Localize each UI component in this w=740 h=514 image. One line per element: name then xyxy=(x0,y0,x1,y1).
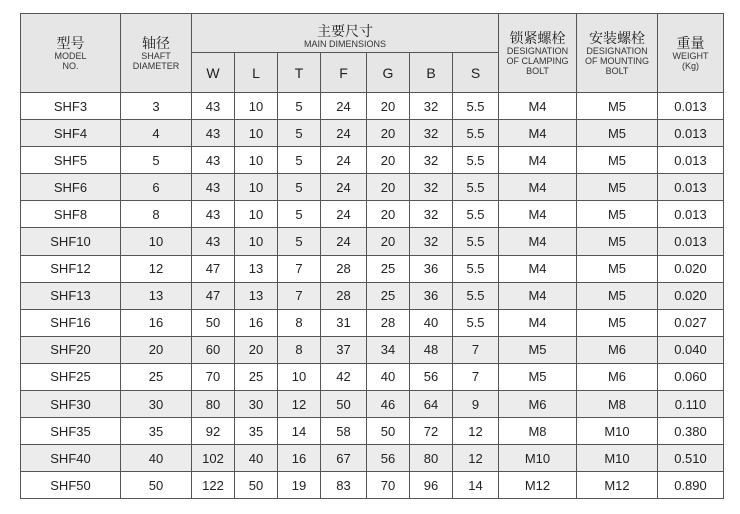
cell-clamping-bolt: M4 xyxy=(499,309,577,336)
cell-dim-f: 24 xyxy=(321,120,367,147)
cell-mounting-bolt: M5 xyxy=(577,255,658,282)
cell-dim-w: 43 xyxy=(192,147,235,174)
cell-dim-l: 16 xyxy=(235,309,278,336)
cell-dim-t: 14 xyxy=(278,418,321,445)
cell-shaft-diameter: 40 xyxy=(121,445,192,472)
header-shaft xyxy=(121,14,192,93)
cell-dim-b: 64 xyxy=(410,391,453,418)
cell-dim-f: 83 xyxy=(321,472,367,499)
cell-shaft-diameter: 8 xyxy=(121,201,192,228)
table-row xyxy=(21,363,724,390)
table-header xyxy=(21,14,724,93)
cell-dim-s: 5.5 xyxy=(453,255,499,282)
cell-clamping-bolt: M8 xyxy=(499,418,577,445)
cell-dim-l: 20 xyxy=(235,336,278,363)
cell-clamping-bolt: M4 xyxy=(499,282,577,309)
cell-mounting-bolt: M5 xyxy=(577,309,658,336)
cell-dim-f: 24 xyxy=(321,201,367,228)
cell-mounting-bolt: M6 xyxy=(577,363,658,390)
cell-dim-b: 96 xyxy=(410,472,453,499)
cell-dim-t: 12 xyxy=(278,391,321,418)
cell-dim-g: 20 xyxy=(367,228,410,255)
cell-dim-t: 10 xyxy=(278,363,321,390)
cell-dim-t: 5 xyxy=(278,174,321,201)
cell-weight: 0.060 xyxy=(658,363,724,390)
cell-dim-t: 7 xyxy=(278,255,321,282)
cell-dim-s: 7 xyxy=(453,336,499,363)
cell-weight: 0.510 xyxy=(658,445,724,472)
header-mounting-en-3: BOLT xyxy=(605,66,629,76)
cell-dim-s: 5.5 xyxy=(453,147,499,174)
cell-dim-f: 31 xyxy=(321,309,367,336)
cell-dim-b: 32 xyxy=(410,120,453,147)
cell-dim-b: 32 xyxy=(410,93,453,120)
cell-mounting-bolt: M5 xyxy=(577,201,658,228)
cell-dim-s: 7 xyxy=(453,363,499,390)
cell-dim-l: 25 xyxy=(235,363,278,390)
header-dim-s: S xyxy=(453,53,499,93)
cell-dim-l: 10 xyxy=(235,174,278,201)
cell-clamping-bolt: M5 xyxy=(499,363,577,390)
header-model-en-1: MODEL xyxy=(54,51,87,61)
cell-dim-g: 56 xyxy=(367,445,410,472)
cell-dim-f: 58 xyxy=(321,418,367,445)
table-row xyxy=(21,201,724,228)
cell-dim-s: 9 xyxy=(453,391,499,418)
cell-shaft-diameter: 3 xyxy=(121,93,192,120)
cell-dim-g: 20 xyxy=(367,120,410,147)
cell-model-no: SHF25 xyxy=(21,363,121,390)
cell-weight: 0.040 xyxy=(658,336,724,363)
cell-dim-w: 122 xyxy=(192,472,235,499)
cell-dim-s: 5.5 xyxy=(453,93,499,120)
header-clamping-zh: 锁紧螺栓 xyxy=(509,30,566,46)
header-weight-zh: 重量 xyxy=(676,35,705,51)
cell-dim-s: 5.5 xyxy=(453,120,499,147)
cell-dim-g: 20 xyxy=(367,147,410,174)
cell-dim-b: 40 xyxy=(410,309,453,336)
cell-mounting-bolt: M6 xyxy=(577,336,658,363)
cell-mounting-bolt: M8 xyxy=(577,391,658,418)
header-dim-g: G xyxy=(367,53,410,93)
cell-dim-w: 50 xyxy=(192,309,235,336)
cell-model-no: SHF50 xyxy=(21,472,121,499)
cell-clamping-bolt: M10 xyxy=(499,445,577,472)
cell-shaft-diameter: 50 xyxy=(121,472,192,499)
header-main-dimensions-zh: 主要尺寸 xyxy=(317,23,373,39)
cell-model-no: SHF30 xyxy=(21,391,121,418)
cell-dim-l: 13 xyxy=(235,255,278,282)
cell-dim-t: 8 xyxy=(278,336,321,363)
cell-clamping-bolt: M4 xyxy=(499,93,577,120)
cell-weight: 0.013 xyxy=(658,228,724,255)
cell-shaft-diameter: 5 xyxy=(121,147,192,174)
header-shaft-en-1: SHAFT xyxy=(141,51,171,61)
header-main-dimensions-en: MAIN DIMENSIONS xyxy=(303,39,386,49)
cell-mounting-bolt: M5 xyxy=(577,93,658,120)
cell-clamping-bolt: M12 xyxy=(499,472,577,499)
cell-model-no: SHF40 xyxy=(21,445,121,472)
cell-dim-g: 34 xyxy=(367,336,410,363)
cell-mounting-bolt: M12 xyxy=(577,472,658,499)
cell-mounting-bolt: M5 xyxy=(577,282,658,309)
cell-shaft-diameter: 16 xyxy=(121,309,192,336)
cell-dim-f: 28 xyxy=(321,282,367,309)
cell-dim-f: 24 xyxy=(321,93,367,120)
cell-dim-w: 102 xyxy=(192,445,235,472)
header-dim-f: F xyxy=(321,53,367,93)
cell-dim-g: 40 xyxy=(367,363,410,390)
cell-clamping-bolt: M4 xyxy=(499,147,577,174)
header-weight xyxy=(658,14,724,93)
cell-dim-b: 36 xyxy=(410,255,453,282)
cell-dim-g: 70 xyxy=(367,472,410,499)
cell-dim-s: 5.5 xyxy=(453,228,499,255)
header-dim-l: L xyxy=(235,53,278,93)
header-mounting-zh: 安装螺栓 xyxy=(589,30,645,46)
cell-shaft-diameter: 20 xyxy=(121,336,192,363)
cell-dim-l: 10 xyxy=(235,147,278,174)
cell-weight: 0.013 xyxy=(658,120,724,147)
cell-dim-l: 10 xyxy=(235,93,278,120)
cell-dim-w: 43 xyxy=(192,93,235,120)
table-row xyxy=(21,255,724,282)
cell-weight: 0.020 xyxy=(658,255,724,282)
cell-mounting-bolt: M5 xyxy=(577,228,658,255)
cell-dim-l: 10 xyxy=(235,228,278,255)
cell-dim-w: 43 xyxy=(192,201,235,228)
cell-clamping-bolt: M4 xyxy=(499,120,577,147)
cell-dim-b: 80 xyxy=(410,445,453,472)
cell-shaft-diameter: 4 xyxy=(121,120,192,147)
header-dim-t: T xyxy=(278,53,321,93)
cell-dim-g: 25 xyxy=(367,282,410,309)
cell-dim-f: 24 xyxy=(321,147,367,174)
header-clamping-en-2: OF CLAMPING xyxy=(506,56,569,66)
table-row xyxy=(21,391,724,418)
header-shaft-zh: 轴径 xyxy=(142,35,170,51)
cell-shaft-diameter: 12 xyxy=(121,255,192,282)
table-row xyxy=(21,147,724,174)
cell-dim-t: 5 xyxy=(278,228,321,255)
table-row xyxy=(21,93,724,120)
table-row xyxy=(21,309,724,336)
cell-shaft-diameter: 6 xyxy=(121,174,192,201)
header-model-en-2: NO. xyxy=(62,61,79,71)
cell-dim-t: 16 xyxy=(278,445,321,472)
cell-dim-s: 5.5 xyxy=(453,174,499,201)
cell-dim-f: 24 xyxy=(321,228,367,255)
cell-dim-t: 7 xyxy=(278,282,321,309)
cell-dim-l: 35 xyxy=(235,418,278,445)
cell-dim-s: 5.5 xyxy=(453,309,499,336)
cell-model-no: SHF20 xyxy=(21,336,121,363)
cell-dim-l: 10 xyxy=(235,201,278,228)
header-model xyxy=(21,14,121,93)
cell-dim-l: 40 xyxy=(235,445,278,472)
cell-dim-g: 28 xyxy=(367,309,410,336)
header-weight-en-1: WEIGHT xyxy=(672,51,709,61)
cell-dim-b: 36 xyxy=(410,282,453,309)
spec-table xyxy=(20,13,724,499)
header-dim-b: B xyxy=(410,53,453,93)
header-mounting-bolt xyxy=(577,14,658,93)
header-mounting-en-1: DESIGNATION xyxy=(586,46,648,56)
cell-clamping-bolt: M5 xyxy=(499,336,577,363)
table-row xyxy=(21,445,724,472)
cell-dim-w: 80 xyxy=(192,391,235,418)
cell-weight: 0.020 xyxy=(658,282,724,309)
cell-dim-b: 56 xyxy=(410,363,453,390)
cell-clamping-bolt: M4 xyxy=(499,255,577,282)
header-clamping-en-1: DESIGNATION xyxy=(506,46,569,56)
cell-dim-s: 14 xyxy=(453,472,499,499)
header-clamping-en-3: BOLT xyxy=(526,66,549,76)
cell-dim-f: 50 xyxy=(321,391,367,418)
table-row xyxy=(21,472,724,499)
table-row xyxy=(21,174,724,201)
cell-model-no: SHF13 xyxy=(21,282,121,309)
header-weight-en-2: (Kg) xyxy=(681,61,699,71)
header-mounting-en-2: OF MOUNTING xyxy=(585,56,649,66)
cell-dim-t: 19 xyxy=(278,472,321,499)
cell-weight: 0.110 xyxy=(658,391,724,418)
cell-shaft-diameter: 13 xyxy=(121,282,192,309)
cell-dim-f: 37 xyxy=(321,336,367,363)
cell-weight: 0.013 xyxy=(658,147,724,174)
cell-model-no: SHF10 xyxy=(21,228,121,255)
cell-dim-s: 5.5 xyxy=(453,282,499,309)
cell-dim-l: 50 xyxy=(235,472,278,499)
cell-weight: 0.013 xyxy=(658,201,724,228)
cell-dim-l: 13 xyxy=(235,282,278,309)
cell-dim-b: 32 xyxy=(410,228,453,255)
cell-dim-t: 8 xyxy=(278,309,321,336)
cell-dim-f: 28 xyxy=(321,255,367,282)
cell-dim-w: 70 xyxy=(192,363,235,390)
cell-dim-l: 30 xyxy=(235,391,278,418)
cell-weight: 0.013 xyxy=(658,93,724,120)
cell-dim-w: 47 xyxy=(192,255,235,282)
cell-dim-w: 43 xyxy=(192,174,235,201)
header-dim-w: W xyxy=(192,53,235,93)
cell-dim-f: 67 xyxy=(321,445,367,472)
cell-dim-g: 20 xyxy=(367,174,410,201)
cell-dim-b: 48 xyxy=(410,336,453,363)
table-row xyxy=(21,228,724,255)
cell-model-no: SHF12 xyxy=(21,255,121,282)
cell-model-no: SHF6 xyxy=(21,174,121,201)
cell-dim-t: 5 xyxy=(278,201,321,228)
cell-dim-g: 20 xyxy=(367,201,410,228)
table-body xyxy=(21,93,724,499)
cell-mounting-bolt: M5 xyxy=(577,147,658,174)
cell-model-no: SHF3 xyxy=(21,93,121,120)
cell-shaft-diameter: 30 xyxy=(121,391,192,418)
table-row xyxy=(21,418,724,445)
cell-dim-g: 20 xyxy=(367,93,410,120)
cell-dim-w: 60 xyxy=(192,336,235,363)
table-row xyxy=(21,120,724,147)
cell-dim-t: 5 xyxy=(278,120,321,147)
cell-dim-b: 32 xyxy=(410,201,453,228)
cell-dim-b: 72 xyxy=(410,418,453,445)
header-main-dimensions xyxy=(192,14,499,53)
cell-dim-g: 50 xyxy=(367,418,410,445)
cell-weight: 0.380 xyxy=(658,418,724,445)
cell-dim-w: 47 xyxy=(192,282,235,309)
cell-dim-f: 24 xyxy=(321,174,367,201)
cell-dim-s: 5.5 xyxy=(453,201,499,228)
cell-model-no: SHF8 xyxy=(21,201,121,228)
cell-dim-t: 5 xyxy=(278,93,321,120)
cell-mounting-bolt: M5 xyxy=(577,174,658,201)
cell-dim-t: 5 xyxy=(278,147,321,174)
cell-shaft-diameter: 35 xyxy=(121,418,192,445)
cell-mounting-bolt: M10 xyxy=(577,445,658,472)
cell-dim-s: 12 xyxy=(453,445,499,472)
cell-model-no: SHF35 xyxy=(21,418,121,445)
cell-dim-g: 25 xyxy=(367,255,410,282)
cell-clamping-bolt: M4 xyxy=(499,201,577,228)
cell-dim-l: 10 xyxy=(235,120,278,147)
cell-model-no: SHF4 xyxy=(21,120,121,147)
cell-dim-w: 43 xyxy=(192,120,235,147)
cell-weight: 0.013 xyxy=(658,174,724,201)
header-model-zh: 型号 xyxy=(56,35,85,51)
cell-dim-f: 42 xyxy=(321,363,367,390)
cell-dim-b: 32 xyxy=(410,147,453,174)
cell-clamping-bolt: M4 xyxy=(499,174,577,201)
cell-weight: 0.890 xyxy=(658,472,724,499)
table-row xyxy=(21,282,724,309)
cell-dim-s: 12 xyxy=(453,418,499,445)
cell-dim-w: 92 xyxy=(192,418,235,445)
cell-model-no: SHF5 xyxy=(21,147,121,174)
cell-clamping-bolt: M6 xyxy=(499,391,577,418)
table-row xyxy=(21,336,724,363)
cell-mounting-bolt: M5 xyxy=(577,120,658,147)
cell-dim-b: 32 xyxy=(410,174,453,201)
cell-shaft-diameter: 25 xyxy=(121,363,192,390)
cell-dim-w: 43 xyxy=(192,228,235,255)
header-shaft-en-2: DIAMETER xyxy=(132,61,180,71)
cell-dim-g: 46 xyxy=(367,391,410,418)
cell-model-no: SHF16 xyxy=(21,309,121,336)
cell-weight: 0.027 xyxy=(658,309,724,336)
cell-mounting-bolt: M10 xyxy=(577,418,658,445)
header-clamping-bolt xyxy=(499,14,577,93)
cell-shaft-diameter: 10 xyxy=(121,228,192,255)
cell-clamping-bolt: M4 xyxy=(499,228,577,255)
